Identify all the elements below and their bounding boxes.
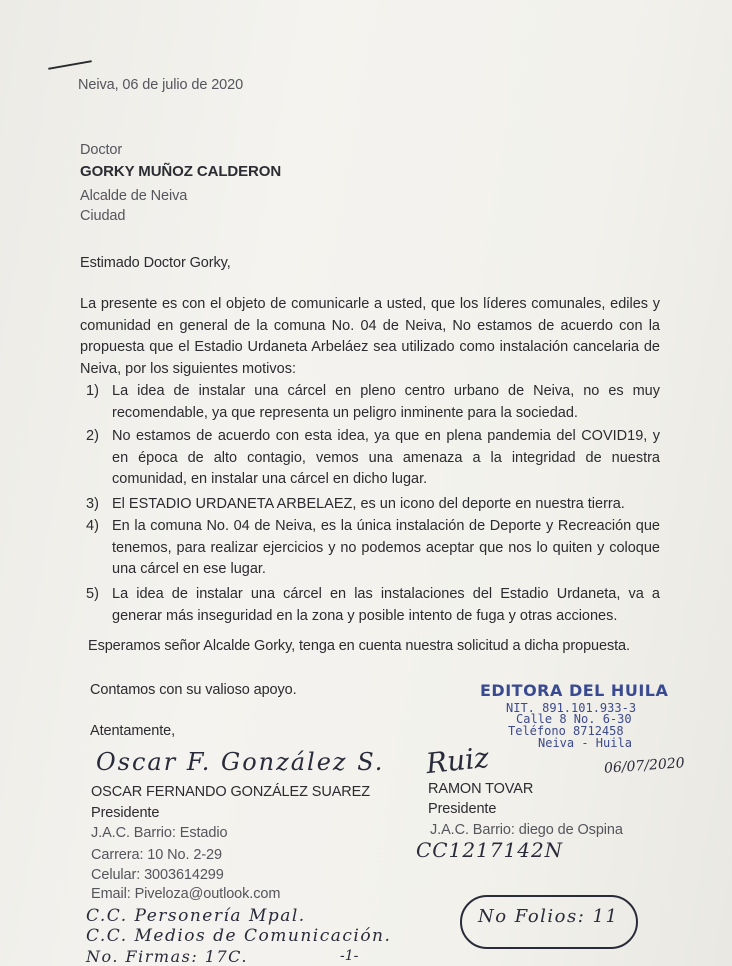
recipient-name: GORKY MUÑOZ CALDERON [80,163,282,180]
reason-number: 5) [86,586,99,602]
reason-2 [86,426,660,491]
reason-1 [86,381,660,424]
stamp-phone: Teléfono 8712458 [508,724,624,738]
firmas-count: No. Firmas: 17C. [86,947,248,966]
cc-personeria: C.C. Personería Mpal. [86,906,306,926]
reason-text: La idea de instalar una cárcel en las instalaciones del Estadio Urdaneta, va a generar más inseguridad en la zona y posible intento de fuga y otras acciones. [112,586,660,624]
signer2-name: RAMON TOVAR [428,781,534,797]
recipient-position: Alcalde de Neiva [80,188,188,204]
cc-medios: C.C. Medios de Comunicación. [86,926,392,946]
recipient-city: Ciudad [80,208,126,224]
signer1-email: Email: Piveloza@outlook.com [91,886,281,902]
reason-text: El ESTADIO URDANETA ARBELAEZ, es un icono del deporte en nuestra tierra. [112,496,625,512]
handwritten-dash [48,60,92,70]
stamp-nit: NIT. 891.101.933-3 [506,701,637,715]
signer1-org: J.A.C. Barrio: Estadio [91,825,228,841]
signer2-id: CC1217142N [416,838,564,862]
reason-number: 3) [86,496,99,512]
signer1-role: Presidente [91,805,160,821]
letter-date: Neiva, 06 de julio de 2020 [78,77,244,93]
intro-paragraph: La presente es con el objeto de comunicarle a usted, que los líderes comunales, ediles y comunidad en general de la comuna No. 04 de Neiva, No estamos de acuerdo con la propuesta que el Estadio Urdaneta Arbeláez sea utilizado como instalación cancelaria de Neiva, por los siguientes motivos: [80,296,660,377]
reason-text: No estamos de acuerdo con esta idea, ya que en plena pandemia del COVID19, y en época de alto contagio, vemos una amenaza a la integridad de nuestra comunidad, en instalar una cárcel en dicho lugar. [112,428,660,487]
signer2-org: J.A.C. Barrio: diego de Ospina [430,822,623,838]
reason-4 [86,516,660,581]
stamp-address: Calle 8 No. 6-30 [516,712,632,726]
closing-request: Esperamos señor Alcalde Gorky, tenga en cuenta nuestra solicitud a dicha propuesta. [88,638,630,654]
support-line: Contamos con su valioso apoyo. [90,682,297,698]
recipient-title: Doctor [80,142,123,158]
reason-text: La idea de instalar una cárcel en pleno centro urbano de Neiva, no es muy recomendable, ya que representa un peligro inminente para la sociedad. [112,383,660,421]
signer1-name: OSCAR FERNANDO GONZÁLEZ SUAREZ [91,784,370,800]
reason-3 [86,494,660,516]
reason-text: En la comuna No. 04 de Neiva, es la única instalación de Deporte y Recreación que tenemos, para realizar ejercicios y no podemos aceptar que nos lo quiten y coloque una cárcel en ese lugar. [112,518,660,577]
signer2-role: Presidente [428,801,497,817]
salutation: Estimado Doctor Gorky, [80,255,231,271]
page-mark: -1- [340,948,359,964]
signature-ramon: Ruiz [424,740,491,781]
reason-number: 4) [86,518,99,534]
farewell: Atentamente, [90,723,176,739]
reason-number: 1) [86,383,99,399]
reason-number: 2) [86,428,99,444]
reason-5 [86,584,660,627]
folios-count: No Folios: 11 [478,906,619,927]
stamp-received-date: 06/07/2020 [603,755,686,777]
stamp-city: Neiva - Huila [538,736,632,750]
signer1-address: Carrera: 10 No. 2-29 [91,847,222,863]
signature-oscar: Oscar F. González S. [96,748,385,776]
stamp-company: EDITORA DEL HUILA [480,681,669,700]
signer1-phone: Celular: 3003614299 [91,867,224,883]
